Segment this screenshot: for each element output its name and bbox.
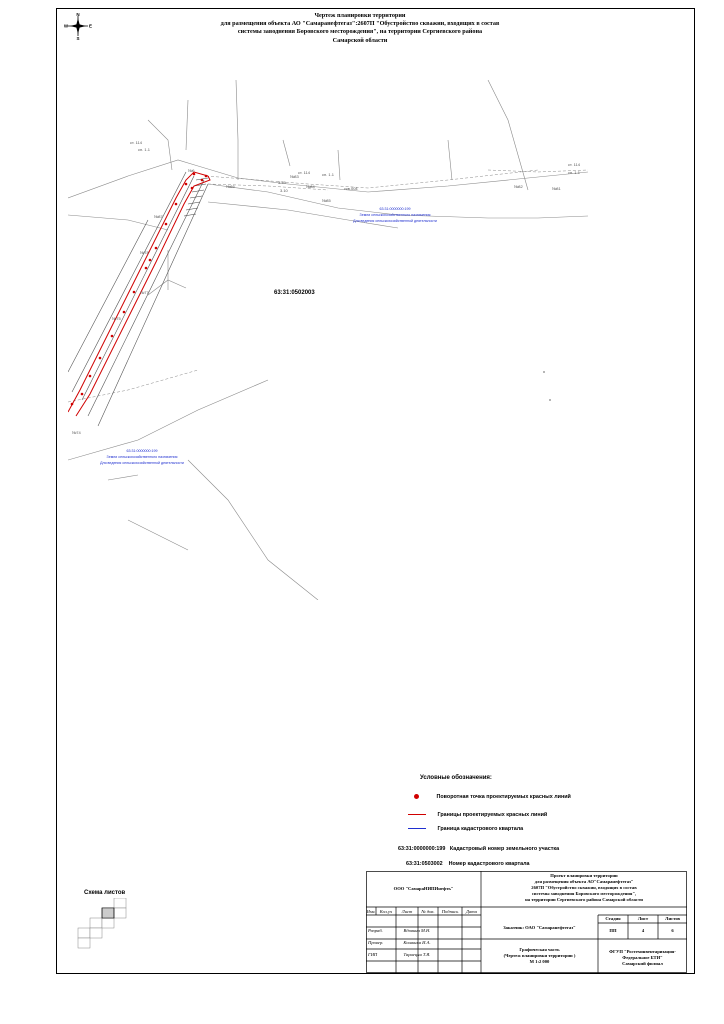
parcel-top-use: Для ведения сельскохозяйственной деятельности (353, 219, 437, 223)
compass-w: W (64, 23, 69, 29)
company-line-2: Федеральное БТИ" (622, 955, 663, 960)
compass-s: S (76, 36, 80, 40)
legend-code-parcel (398, 846, 559, 852)
feature-label-10: №75 (112, 316, 121, 321)
sheet-header: Лист (637, 916, 649, 921)
graphic-line-3: М 1:2 000 (529, 959, 550, 964)
col-doc: № док. (421, 909, 435, 914)
sheet-scheme-diagram (70, 898, 130, 968)
code-parcel: 63:31:0000000:199 (398, 846, 446, 852)
graphic-line-2: (Чертеж планировки территории ) (503, 953, 576, 958)
col-change: Изм. (366, 909, 376, 914)
feature-label-4: №82 (514, 184, 523, 189)
name-check: Кошкина И.А. (403, 940, 431, 945)
title-line-2: для размещения объекта АО "Самаранефтегаз":2607П "Обустройство скважин, входящих в состав (220, 20, 500, 28)
role-chief: ГИП (368, 952, 378, 957)
feature-label-13: 3.49 (278, 180, 286, 185)
graphic-line-1: Графическая часть (519, 947, 560, 952)
map-canvas[interactable] (68, 80, 588, 600)
feature-label-1: №83 (290, 174, 299, 179)
project-line-5: на территории Сергиевского района Самарской области (525, 897, 643, 902)
title-line-1: Чертеж планировки территории (314, 12, 406, 19)
company-line-3: Самарский филиал (622, 961, 663, 966)
legend-label-red-line: Границы проектируемых красных линий (437, 812, 548, 818)
sheet-scheme-title: Схема листов (84, 890, 126, 896)
legend-item-turning-point (414, 794, 571, 800)
org-name: ООО "СамараНИПИнефть" (393, 886, 454, 891)
parcel-left-category: Земли сельскохозяйственного назначения (106, 455, 178, 459)
red-dot-icon (414, 794, 419, 799)
quarter-label: 63:31:0502003 (274, 290, 315, 296)
feature-label-3: №85 (322, 198, 331, 203)
compass-rose-icon (64, 12, 92, 40)
col-sheet: Лист (401, 909, 413, 914)
feature-label-11: №74 (72, 430, 81, 435)
title-block (366, 871, 687, 973)
feature-label-9: №77 (140, 290, 149, 295)
feature-label-2: №84 (306, 184, 315, 189)
feature-label-5: №81 (552, 186, 561, 191)
feature-label-6: №86 (226, 184, 235, 189)
compass-e: E (88, 23, 92, 29)
road-label-1: ст. 114 (130, 140, 142, 145)
sheet-value: 4 (641, 928, 645, 933)
title-line-3: системы заводнения Боровского месторождения", на территории Сергиевского района (237, 28, 483, 36)
feature-label-7: №87 (154, 214, 163, 219)
road-label-2: сп. 1.1 (138, 147, 150, 152)
sheets-value: 6 (671, 928, 674, 933)
legend-label-quarter-line: Граница кадастрового квартала (437, 826, 524, 832)
role-check: Провер. (368, 940, 384, 945)
code-quarter-label: Номер кадастрового квартала (448, 861, 530, 867)
legend-item-quarter-line (408, 826, 523, 832)
project-line-2: для размещения объекта АО"Самаранефтегаз" (534, 879, 634, 884)
project-line-3: 2607П "Обустройство скважин, входящих в состав (531, 885, 637, 890)
legend-label-turning-point: Поворотная точка проектируемых красных линий (436, 794, 571, 800)
parcel-top-category: Земли сельскохозяйственного назначения (359, 213, 431, 217)
feature-label-8: №78 (140, 250, 149, 255)
name-chief: Тарнецин Т.Я. (403, 952, 431, 957)
feature-label-12: скв.004 (344, 186, 358, 191)
feature-label-15: №6 (188, 168, 195, 173)
feature-label-14: 3.10 (280, 188, 288, 193)
col-count: Кол.уч (379, 909, 393, 914)
role-dev: Разраб. (368, 928, 383, 933)
legend-code-quarter (406, 861, 530, 867)
stage-header: Стадия (605, 916, 621, 921)
code-parcel-label: Кадастровый номер земельного участка (449, 846, 560, 852)
code-quarter: 63:31:0503002 (406, 861, 443, 867)
road-label-4: сп. 1.1 (322, 172, 334, 177)
drawing-title (190, 12, 530, 45)
col-sign: Подпись (441, 909, 459, 914)
parcel-top-number: 63:31:0000000:199 (379, 207, 411, 211)
customer: Заказчик: ОАО "Самаранефтегаз" (503, 925, 576, 930)
compass-n: N (76, 12, 80, 17)
legend-item-red-line (408, 812, 547, 818)
road-label-3: ст. 114 (298, 170, 310, 175)
blue-line-icon (408, 828, 426, 829)
project-line-4: системы заводнения Боровского месторождения", (531, 891, 637, 896)
road-label-6: сп. 1.1 (568, 170, 580, 175)
stage-value: ПП (609, 928, 617, 933)
company-line-1: ФГУП "Ростехинвентаризация- (609, 949, 676, 954)
legend-title: Условные обозначения: (420, 775, 492, 781)
sheets-header: Листов (665, 916, 680, 921)
project-line-1: Проект планировки территории (550, 873, 618, 878)
parcel-left-number: 63:31:0000000:199 (126, 449, 158, 453)
red-line-icon (408, 814, 426, 815)
title-line-4: Самарской области (332, 36, 388, 44)
parcel-left-use: Для ведения сельскохозяйственной деятельности (100, 461, 184, 465)
name-dev: Вдовина М.Н. (403, 928, 431, 933)
road-label-5: ст. 114 (568, 162, 580, 167)
col-date: Дата (466, 909, 477, 914)
